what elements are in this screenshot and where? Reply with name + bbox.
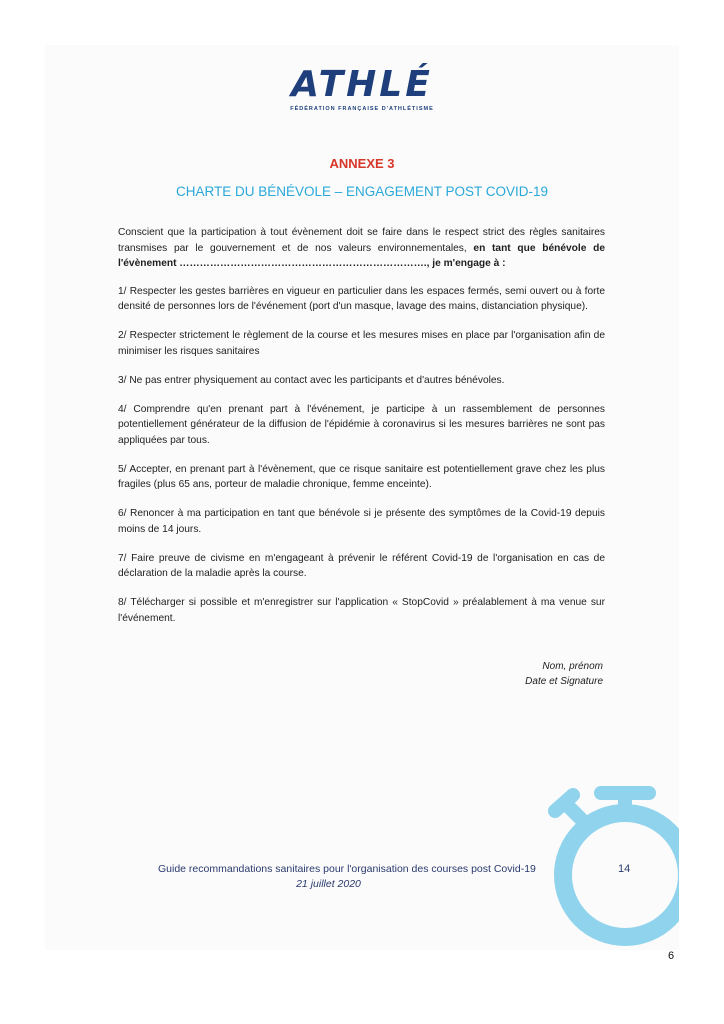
- outer-page-number: 6: [668, 950, 675, 962]
- charter-body: [118, 225, 605, 640]
- document-page: [45, 45, 679, 950]
- intro-text: Conscient que la participation à tout évènement doit se faire dans le respect strict des règles sanitaires transmises par le gouvernement et de nos valeurs environnementales,: [118, 227, 605, 254]
- name-label: Nom, prénom: [542, 661, 603, 672]
- commitment-item-5: 5/ Accepter, en prenant part à l'évènement, que ce risque sanitaire est potentiellement grave chez les plus fragiles (plus 65 ans, porteur de maladie chronique, femme enceinte).: [118, 463, 605, 490]
- logo-tagline: FÉDÉRATION FRANÇAISE D'ATHLÉTISME: [290, 106, 434, 112]
- annex-heading: ANNEXE 3: [329, 156, 395, 171]
- stopwatch-icon: [535, 781, 679, 950]
- athle-logo: [45, 66, 679, 112]
- commitment-item-6: 6/ Renoncer à ma participation en tant que bénévole si je présente des symptômes de la Covid-19 depuis moins de 14 jours.: [118, 508, 605, 535]
- commitment-item-4: 4/ Comprendre qu'en prenant part à l'événement, je participe à un rassemblement de personnes potentiellement générateur de la diffusion de l'épidémie à coronavirus si les mesures barrières ne sont pas appliquées par tous.: [118, 403, 605, 446]
- commitment-item-7: 7/ Faire preuve de civisme en m'engageant à prévenir le référent Covid-19 de l'organisation en cas de déclaration de la maladie après la course.: [118, 552, 605, 579]
- footer-page-number: 14: [618, 863, 631, 875]
- intro-commitment: en tant que bénévole de l'évènement ………………………………………………………………., je m'engage à :: [118, 242, 605, 269]
- charter-title: CHARTE DU BÉNÉVOLE – ENGAGEMENT POST COVID-19: [175, 184, 549, 199]
- commitment-item-1: 1/ Respecter les gestes barrières en vigueur en particulier dans les espaces fermés, semi ouvert ou à forte densité de personnes lors de l'événement (port d'un masque, lavage des mains, distanciation physique).: [118, 285, 605, 312]
- date-signature-label: Date et Signature: [525, 676, 603, 687]
- logo-wordmark: ATHLÉ: [291, 64, 433, 105]
- commitment-item-8: 8/ Télécharger si possible et m'enregistrer sur l'application « StopCovid » préalablement à ma venue sur l'événement.: [118, 597, 605, 624]
- intro-paragraph: [118, 225, 605, 272]
- commitment-item-2: 2/ Respecter strictement le règlement de la course et les mesures mises en place par l'organisation afin de minimiser les risques sanitaires: [118, 330, 605, 357]
- footer-date: 21 juillet 2020: [296, 878, 361, 890]
- commitment-item-3: 3/ Ne pas entrer physiquement au contact avec les participants et d'autres bénévoles.: [118, 374, 505, 386]
- signature-block: [525, 659, 603, 689]
- footer-guide-title: Guide recommandations sanitaires pour l'organisation des courses post Covid-19: [158, 863, 536, 875]
